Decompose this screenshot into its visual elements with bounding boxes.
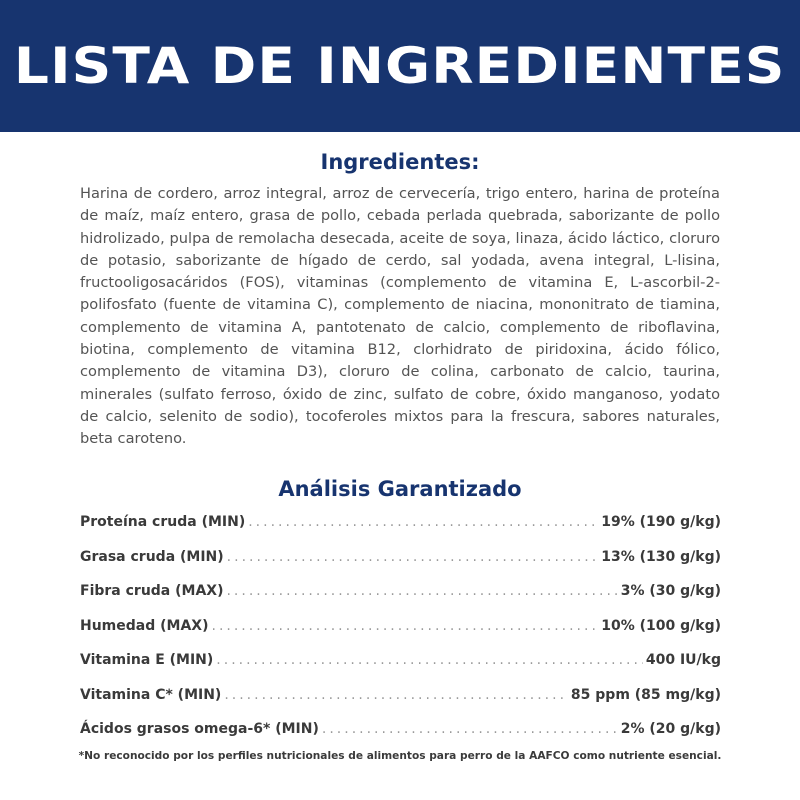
- title-banner: [0, 0, 800, 132]
- analysis-value: 13% (130 g/kg): [601, 548, 721, 565]
- guaranteed-analysis-list: [80, 514, 721, 756]
- dot-leader: [248, 514, 598, 532]
- guaranteed-analysis-heading: Análisis Garantizado: [278, 477, 522, 501]
- analysis-label: Grasa cruda (MIN): [80, 548, 224, 565]
- analysis-label: Fibra cruda (MAX): [80, 583, 224, 599]
- dot-leader: [212, 618, 599, 636]
- analysis-row-vitamin-e: [80, 652, 721, 687]
- analysis-row-protein: [80, 514, 721, 549]
- analysis-row-vitamin-c: [80, 687, 721, 722]
- dot-leader: [227, 549, 599, 567]
- analysis-row-fat: [80, 549, 721, 584]
- dot-leader: [226, 583, 617, 601]
- analysis-value: 19% (190 g/kg): [601, 514, 721, 530]
- analysis-row-fiber: [80, 583, 721, 618]
- analysis-value: 10% (100 g/kg): [601, 617, 721, 634]
- dot-leader: [224, 687, 568, 705]
- page-title: LISTA DE INGREDIENTES: [14, 37, 786, 95]
- analysis-label: Vitamina E (MIN): [80, 652, 214, 668]
- analysis-label: Ácidos grasos omega-6* (MIN): [80, 721, 319, 737]
- ingredients-paragraph: Harina de cordero, arroz integral, arroz de cervecería, trigo entero, harina de proteína de maíz, maíz entero, grasa de pollo, cebada perlada quebrada, saborizante de pollo hidrolizado, pulpa de remolacha desecada, aceite de soya, linaza, ácido láctico, cloruro de potasio, saborizante de hígado de cerdo, sal yodada, avena integral, L-lisina, fructooligosacáridos (FOS), vitaminas (complemento de vitamina E, L-ascorbil-2-polifosfato (fuente de vitamina C), complemento de niacina, mononitrato de tiamina, complemento de vitamina A, pantotenato de calcio, complemento de riboflavina, biotina, complemento de vitamina B12, clorhidrato de piridoxina, ácido fólico, complemento de vitamina D3), cloruro de colina, carbonato de calcio, taurina, minerales (sulfato ferroso, óxido de zinc, sulfato de cobre, óxido manganoso, yodato de calcio, selenito de sodio), tocoferoles mixtos para la frescura, sabores naturales, beta caroteno.: [80, 185, 720, 448]
- analysis-label: Vitamina C* (MIN): [80, 686, 222, 703]
- analysis-label: Proteína cruda (MIN): [80, 514, 246, 530]
- analysis-value: 85 ppm (85 mg/kg): [570, 686, 721, 703]
- analysis-row-moisture: [80, 618, 721, 653]
- analysis-value: 3% (30 g/kg): [620, 583, 721, 599]
- analysis-label: Humedad (MAX): [80, 617, 209, 634]
- analysis-value: 2% (20 g/kg): [620, 721, 721, 737]
- dot-leader: [216, 652, 643, 670]
- analysis-value: 400 IU/kg: [645, 652, 721, 668]
- footnote: *No reconocido por los perfiles nutricionales de alimentos para perro de la AAFCO como nutriente esencial.: [78, 750, 722, 762]
- ingredients-heading: Ingredientes:: [320, 150, 480, 174]
- dot-leader: [322, 721, 618, 739]
